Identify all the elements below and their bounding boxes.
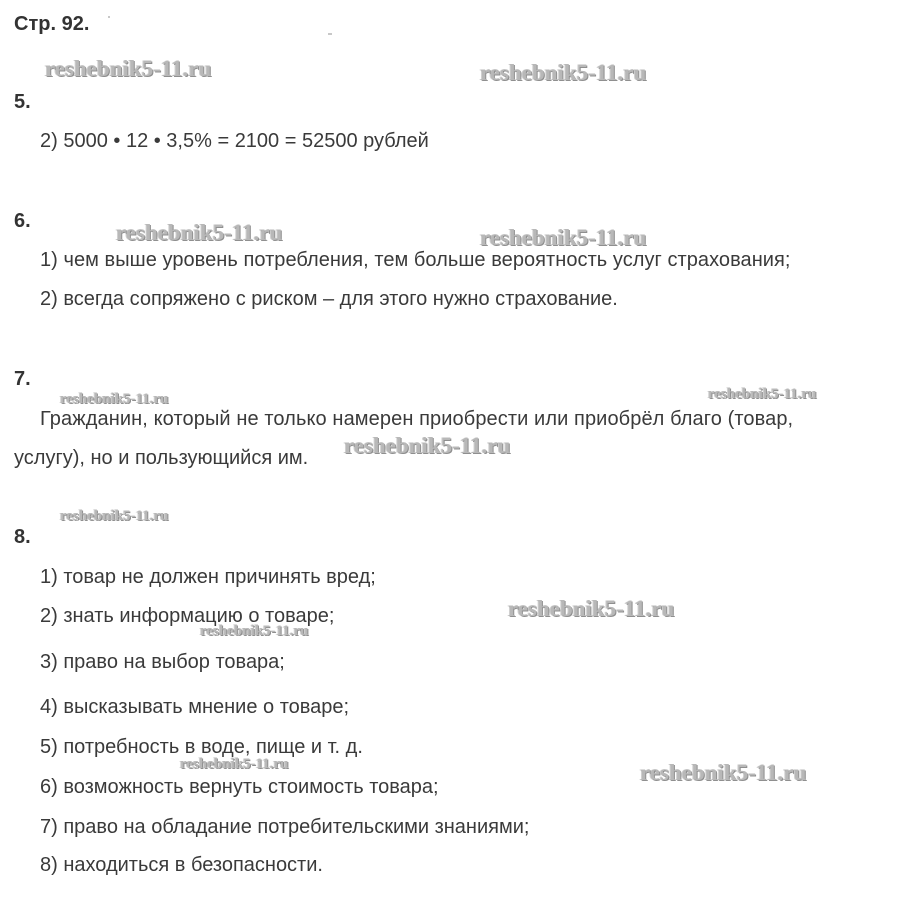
watermark: reshebnik5-11.ru — [344, 433, 511, 458]
answer-line: 4) высказывать мнение о товаре; — [40, 696, 350, 718]
watermark: reshebnik5-11.ru — [480, 225, 647, 250]
page-header: Стр. 92. — [14, 13, 90, 35]
watermark: reshebnik5-11.ru — [116, 220, 283, 245]
watermark: reshebnik5-11.ru — [180, 756, 289, 772]
watermark: reshebnik5-11.ru — [508, 596, 675, 621]
scan-speck — [328, 33, 332, 35]
answer-line: услугу), но и пользующийся им. — [14, 447, 309, 469]
answer-line: 1) товар не должен причинять вред; — [40, 566, 376, 588]
answer-line: 1) чем выше уровень потребления, тем больше вероятность услуг страхования; — [40, 249, 791, 271]
answer-line: 2) знать информацию о товаре; — [40, 605, 335, 627]
answer-line: 7) право на обладание потребительскими знаниями; — [40, 816, 530, 838]
watermark: reshebnik5-11.ru — [708, 386, 817, 402]
answer-line: 8) находиться в безопасности. — [40, 854, 323, 876]
watermark: reshebnik5-11.ru — [60, 391, 169, 407]
section-number: 5. — [14, 91, 31, 113]
answer-line: 6) возможность вернуть стоимость товара; — [40, 776, 439, 798]
watermark: reshebnik5-11.ru — [480, 60, 647, 85]
answer-line: 2) всегда сопряжено с риском – для этого нужно страхование. — [40, 288, 618, 310]
answer-line: 3) право на выбор товара; — [40, 651, 285, 673]
answer-line: 5) потребность в воде, пище и т. д. — [40, 736, 363, 758]
section-number: 8. — [14, 526, 31, 548]
watermark: reshebnik5-11.ru — [200, 623, 309, 639]
answer-line: 2) 5000 • 12 • 3,5% = 2100 = 52500 рублей — [40, 130, 429, 152]
answer-line: Гражданин, который не только намерен приобрести или приобрёл благо (товар, — [40, 408, 794, 430]
section-number: 7. — [14, 368, 31, 390]
watermark: reshebnik5-11.ru — [60, 508, 169, 524]
scan-speck — [108, 16, 110, 18]
section-number: 6. — [14, 210, 31, 232]
watermark: reshebnik5-11.ru — [45, 56, 212, 81]
watermark: reshebnik5-11.ru — [640, 760, 807, 785]
